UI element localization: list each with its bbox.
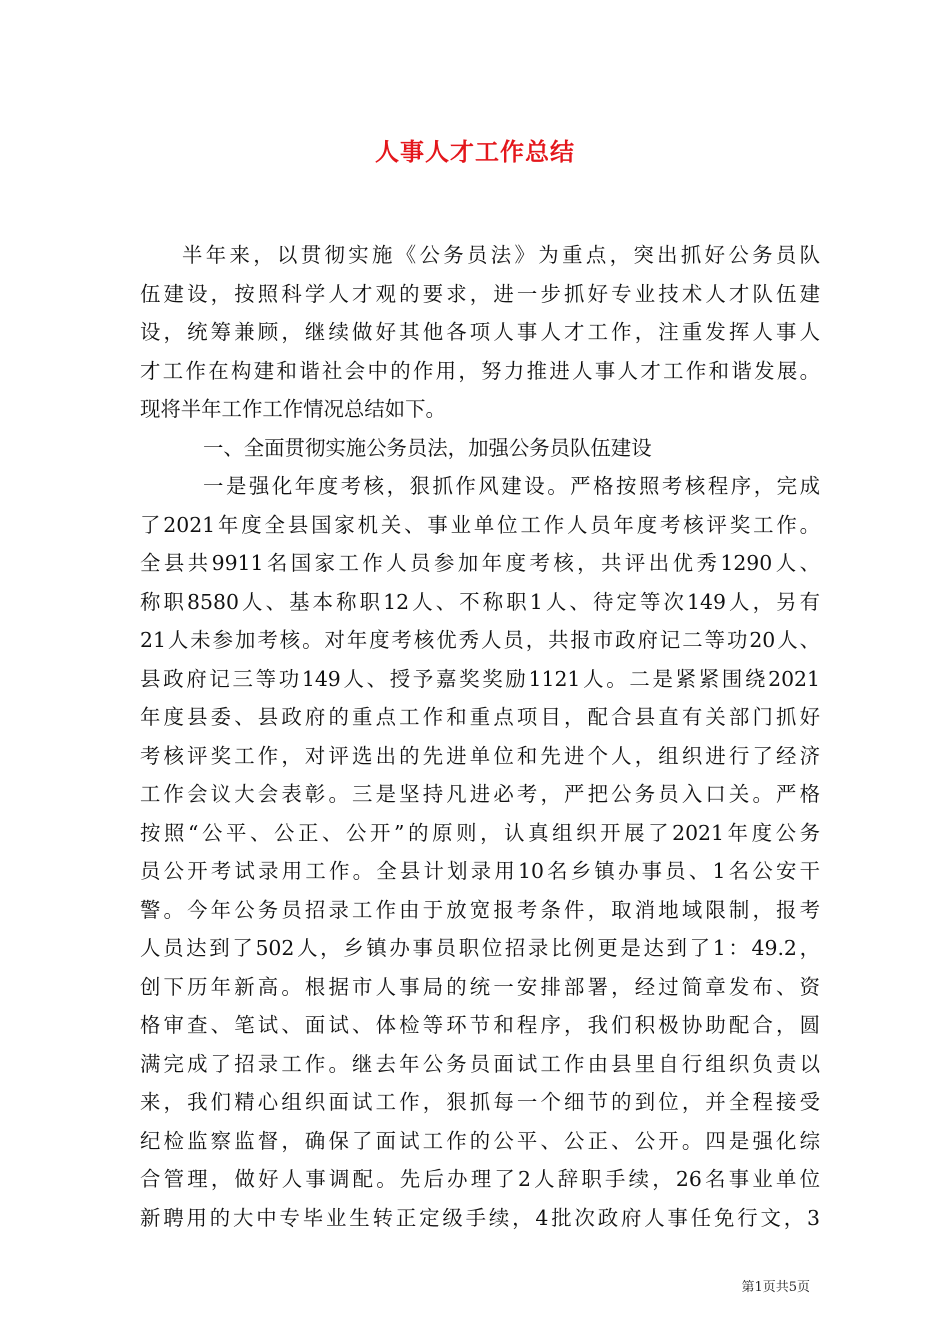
text-line: 合管理，做好人事调配。先后办理了2人辞职手续，26名事业单位 [140, 1167, 820, 1191]
text-line: 格审查、笔试、面试、体检等环节和程序，我们积极协助配合，圆 [140, 1013, 820, 1037]
text-line: 创下历年新高。根据市人事局的统一安排部署，经过简章发布、资 [140, 974, 820, 999]
text-line: 新聘用的大中专毕业生转正定级手续，4批次政府人事任免行文，3 [140, 1205, 820, 1230]
text-line: 纪检监察监督，确保了面试工作的公平、公正、公开。四是强化综 [140, 1128, 820, 1153]
text-line: 了2021年度全县国家机关、事业单位工作人员年度考核评奖工作。 [140, 512, 820, 537]
text-line: 半年来，以贯彻实施《公务员法》为重点，突出抓好公务员队 [182, 243, 820, 267]
page-number: 第1页共5页 [741, 1280, 810, 1295]
text-line: 按照“公平、公正、公开”的原则，认真组织开展了2021年度公务 [140, 820, 820, 845]
text-line: 警。今年公务员招录工作由于放宽报考条件，取消地域限制，报考 [140, 897, 820, 922]
text-line: 来，我们精心组织面试工作，狠抓每一个细节的到位，并全程接受 [140, 1090, 820, 1114]
text-line: 员公开考试录用工作。全县计划录用10名乡镇办事员、1名公安干 [140, 859, 820, 883]
page-title: 人事人才工作总结 [375, 137, 575, 166]
section-heading: 一、全面贯彻实施公务员法，加强公务员队伍建设 [203, 435, 652, 460]
text-line: 称职8580人、基本称职12人、不称职1人、待定等次149人，另有 [140, 589, 820, 614]
text-line: 工作会议大会表彰。三是坚持凡进必考，严把公务员入口关。严格 [140, 782, 820, 806]
text-line: 21人未参加考核。对年度考核优秀人员，共报市政府记二等功20人、 [140, 628, 820, 652]
text-line: 设，统筹兼顾，继续做好其他各项人事人才工作，注重发挥人事人 [140, 320, 820, 344]
document-body [140, 236, 820, 1237]
text-line: 考核评奖工作，对评选出的先进单位和先进个人，组织进行了经济 [140, 743, 820, 768]
text-line: 伍建设，按照科学人才观的要求，进一步抓好专业技术人才队伍建 [140, 281, 820, 306]
text-line: 人员达到了502人，乡镇办事员职位招录比例更是达到了1：49.2， [140, 936, 820, 960]
text-line: 满完成了招录工作。继去年公务员面试工作由县里自行组织负责以 [140, 1051, 820, 1076]
text-line: 现将半年工作工作情况总结如下。 [140, 397, 446, 421]
text-line: 年度县委、县政府的重点工作和重点项目，配合县直有关部门抓好 [140, 705, 820, 729]
text-line: 才工作在构建和谐社会中的作用，努力推进人事人才工作和谐发展。 [140, 358, 820, 383]
text-line: 县政府记三等功149人、授予嘉奖奖励1121人。二是紧紧围绕2021 [140, 666, 820, 691]
text-line: 全县共9911名国家工作人员参加年度考核，共评出优秀1290人、 [140, 551, 820, 575]
text-line: 一是强化年度考核，狠抓作风建设。严格按照考核程序，完成 [203, 474, 820, 498]
